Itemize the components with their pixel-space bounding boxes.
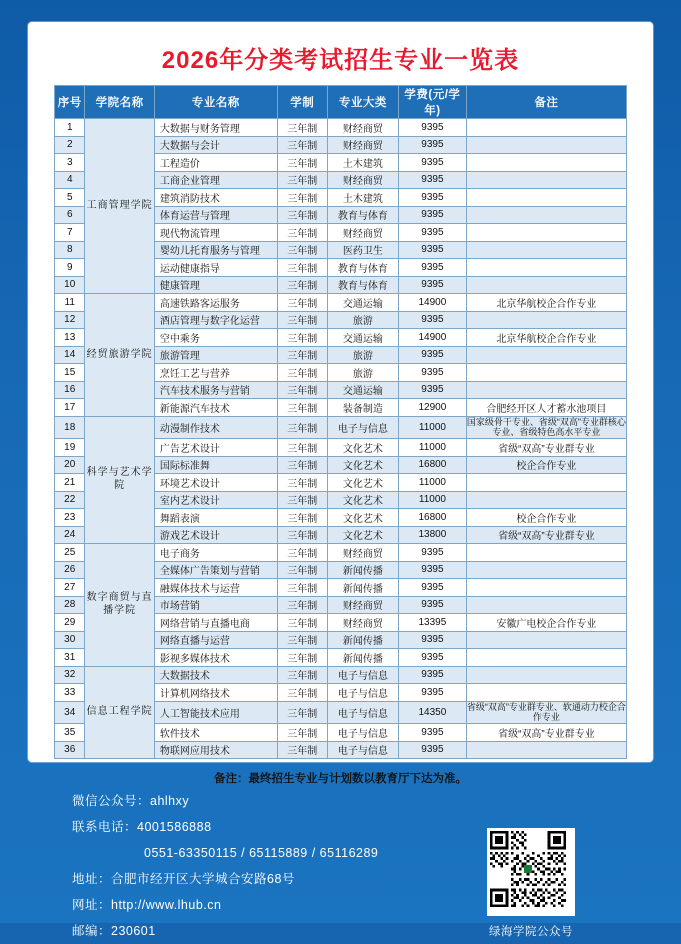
- cell-major: 空中乘务: [154, 329, 277, 347]
- contact-zipcode: 邮编：230601: [72, 924, 156, 938]
- cell-system: 三年制: [277, 684, 327, 702]
- cell-fee: 9395: [398, 119, 466, 137]
- cell-remark: [466, 596, 626, 614]
- cell-no: 6: [55, 206, 85, 224]
- cell-fee: 9395: [398, 259, 466, 277]
- table-head: [55, 86, 627, 119]
- cell-system: 三年制: [277, 189, 327, 207]
- cell-college: 经贸旅游学院: [85, 294, 154, 417]
- footnote: 备注：最终招生专业与计划数以教育厅下达为准。: [214, 773, 467, 786]
- cell-major: 婴幼儿托育服务与管理: [154, 241, 277, 259]
- table-row: [55, 544, 627, 562]
- cell-category: 文化艺术: [327, 509, 398, 527]
- cell-category: 交通运输: [327, 381, 398, 399]
- cell-system: 三年制: [277, 724, 327, 742]
- cell-fee: 9395: [398, 206, 466, 224]
- cell-remark: [466, 491, 626, 509]
- cell-remark: [466, 311, 626, 329]
- cell-fee: 16800: [398, 509, 466, 527]
- cell-fee: 9395: [398, 241, 466, 259]
- cell-college: 数字商贸与直播学院: [85, 544, 154, 667]
- cell-remark: [466, 666, 626, 684]
- cell-fee: 11000: [398, 491, 466, 509]
- cell-remark: [466, 474, 626, 492]
- cell-remark: 校企合作专业: [466, 509, 626, 527]
- cell-fee: 9395: [398, 224, 466, 242]
- table-row: [55, 294, 627, 312]
- cell-major: 工商企业管理: [154, 171, 277, 189]
- cell-remark: 省级“双高”专业群专业: [466, 724, 626, 742]
- cell-system: 三年制: [277, 416, 327, 439]
- cell-no: 23: [55, 509, 85, 527]
- cell-remark: [466, 154, 626, 172]
- cell-category: 电子与信息: [327, 684, 398, 702]
- col-header-category: 专业大类: [327, 86, 398, 119]
- cell-system: 三年制: [277, 346, 327, 364]
- cell-major: 大数据与会计: [154, 136, 277, 154]
- cell-major: 软件技术: [154, 724, 277, 742]
- cell-no: 31: [55, 649, 85, 667]
- cell-category: 医药卫生: [327, 241, 398, 259]
- cell-fee: 9395: [398, 684, 466, 702]
- cell-major: 烹饪工艺与营养: [154, 364, 277, 382]
- cell-system: 三年制: [277, 701, 327, 724]
- cell-remark: 安徽广电校企合作专业: [466, 614, 626, 632]
- cell-system: 三年制: [277, 171, 327, 189]
- cell-remark: 省级“双高”专业群专业: [466, 526, 626, 544]
- cell-no: 9: [55, 259, 85, 277]
- cell-no: 17: [55, 399, 85, 417]
- cell-category: 交通运输: [327, 329, 398, 347]
- cell-system: 三年制: [277, 579, 327, 597]
- cell-no: 21: [55, 474, 85, 492]
- qr-block: [487, 828, 575, 939]
- contact-phone-secondary: 0551-63350115 / 65115889 / 65116289: [144, 846, 379, 860]
- cell-fee: 9395: [398, 561, 466, 579]
- cell-major: 现代物流管理: [154, 224, 277, 242]
- col-header-remark: 备注: [466, 86, 626, 119]
- cell-fee: 9395: [398, 666, 466, 684]
- cell-major: 酒店管理与数字化运营: [154, 311, 277, 329]
- cell-major: 环境艺术设计: [154, 474, 277, 492]
- cell-major: 汽车技术服务与营销: [154, 381, 277, 399]
- cell-category: 交通运输: [327, 294, 398, 312]
- cell-no: 29: [55, 614, 85, 632]
- cell-fee: 13800: [398, 526, 466, 544]
- cell-no: 1: [55, 119, 85, 137]
- cell-system: 三年制: [277, 311, 327, 329]
- cell-major: 动漫制作技术: [154, 416, 277, 439]
- cell-remark: [466, 741, 626, 759]
- table-body: [55, 119, 627, 759]
- cell-system: 三年制: [277, 561, 327, 579]
- cell-system: 三年制: [277, 136, 327, 154]
- page-title: 2026年分类考试招生专业一览表: [161, 47, 520, 74]
- cell-category: 新闻传播: [327, 649, 398, 667]
- cell-major: 舞蹈表演: [154, 509, 277, 527]
- cell-no: 14: [55, 346, 85, 364]
- cell-no: 34: [55, 701, 85, 724]
- table-card: [28, 22, 653, 786]
- cell-category: 文化艺术: [327, 439, 398, 457]
- cell-fee: 9395: [398, 136, 466, 154]
- cell-category: 旅游: [327, 346, 398, 364]
- cell-fee: 9395: [398, 346, 466, 364]
- cell-category: 文化艺术: [327, 526, 398, 544]
- table-header-row: [55, 86, 627, 119]
- cell-remark: 合肥经开区人才蓄水池项目: [466, 399, 626, 417]
- cell-fee: 9395: [398, 596, 466, 614]
- contact-website[interactable]: 网址：http://www.lhub.cn: [72, 898, 222, 912]
- cell-remark: [466, 119, 626, 137]
- cell-category: 电子与信息: [327, 416, 398, 439]
- cell-major: 运动健康指导: [154, 259, 277, 277]
- cell-remark: 校企合作专业: [466, 456, 626, 474]
- cell-major: 大数据技术: [154, 666, 277, 684]
- cell-system: 三年制: [277, 509, 327, 527]
- cell-major: 建筑消防技术: [154, 189, 277, 207]
- cell-no: 7: [55, 224, 85, 242]
- cell-remark: [466, 171, 626, 189]
- cell-remark: 北京华航校企合作专业: [466, 329, 626, 347]
- cell-fee: 11000: [398, 439, 466, 457]
- cell-major: 融媒体技术与运营: [154, 579, 277, 597]
- cell-remark: [466, 631, 626, 649]
- cell-category: 教育与体育: [327, 206, 398, 224]
- cell-system: 三年制: [277, 381, 327, 399]
- cell-major: 网络营销与直播电商: [154, 614, 277, 632]
- cell-system: 三年制: [277, 154, 327, 172]
- cell-no: 3: [55, 154, 85, 172]
- cell-fee: 9395: [398, 364, 466, 382]
- cell-system: 三年制: [277, 259, 327, 277]
- col-header-fee: 学费(元/学年): [398, 86, 466, 119]
- contact-phone-primary: 联系电话：4001586888: [72, 820, 212, 834]
- cell-category: 教育与体育: [327, 276, 398, 294]
- cell-major: 高速铁路客运服务: [154, 294, 277, 312]
- cell-fee: 12900: [398, 399, 466, 417]
- cell-remark: [466, 276, 626, 294]
- cell-remark: [466, 346, 626, 364]
- cell-no: 22: [55, 491, 85, 509]
- table-row: [55, 666, 627, 684]
- cell-system: 三年制: [277, 544, 327, 562]
- cell-system: 三年制: [277, 224, 327, 242]
- cell-category: 财经商贸: [327, 119, 398, 137]
- cell-major: 室内艺术设计: [154, 491, 277, 509]
- cell-remark: [466, 579, 626, 597]
- qr-code-image: [487, 828, 575, 916]
- cell-remark: [466, 224, 626, 242]
- cell-no: 4: [55, 171, 85, 189]
- cell-remark: 省级“双高”专业群专业、软通动力校企合作专业: [466, 701, 626, 723]
- cell-fee: 9395: [398, 649, 466, 667]
- cell-major: 大数据与财务管理: [154, 119, 277, 137]
- cell-category: 财经商贸: [327, 171, 398, 189]
- cell-major: 计算机网络技术: [154, 684, 277, 702]
- cell-major: 工程造价: [154, 154, 277, 172]
- cell-remark: [466, 381, 626, 399]
- cell-fee: 14350: [398, 701, 466, 724]
- cell-category: 土木建筑: [327, 189, 398, 207]
- majors-table: [54, 85, 627, 759]
- cell-no: 24: [55, 526, 85, 544]
- cell-category: 电子与信息: [327, 741, 398, 759]
- cell-category: 旅游: [327, 311, 398, 329]
- cell-major: 广告艺术设计: [154, 439, 277, 457]
- cell-category: 文化艺术: [327, 456, 398, 474]
- cell-fee: 9395: [398, 544, 466, 562]
- cell-fee: 11000: [398, 416, 466, 439]
- cell-fee: 9395: [398, 381, 466, 399]
- cell-remark: 北京华航校企合作专业: [466, 294, 626, 312]
- cell-fee: 13395: [398, 614, 466, 632]
- col-header-college: 学院名称: [85, 86, 154, 119]
- cell-category: 土木建筑: [327, 154, 398, 172]
- cell-no: 12: [55, 311, 85, 329]
- cell-fee: 9395: [398, 276, 466, 294]
- cell-system: 三年制: [277, 119, 327, 137]
- cell-category: 新闻传播: [327, 579, 398, 597]
- cell-category: 电子与信息: [327, 701, 398, 724]
- cell-college: 科学与艺术学院: [85, 416, 154, 544]
- cell-fee: 9395: [398, 189, 466, 207]
- cell-category: 财经商贸: [327, 544, 398, 562]
- cell-no: 36: [55, 741, 85, 759]
- cell-remark: [466, 544, 626, 562]
- cell-fee: 14900: [398, 294, 466, 312]
- cell-remark: 省级“双高”专业群专业: [466, 439, 626, 457]
- cell-remark: [466, 206, 626, 224]
- cell-no: 19: [55, 439, 85, 457]
- cell-category: 财经商贸: [327, 614, 398, 632]
- cell-no: 32: [55, 666, 85, 684]
- cell-fee: 16800: [398, 456, 466, 474]
- cell-major: 国际标准舞: [154, 456, 277, 474]
- table-row: [55, 119, 627, 137]
- cell-fee: 9395: [398, 631, 466, 649]
- cell-major: 游戏艺术设计: [154, 526, 277, 544]
- cell-no: 25: [55, 544, 85, 562]
- cell-system: 三年制: [277, 491, 327, 509]
- cell-system: 三年制: [277, 456, 327, 474]
- cell-major: 人工智能技术应用: [154, 701, 277, 724]
- cell-major: 物联网应用技术: [154, 741, 277, 759]
- cell-system: 三年制: [277, 741, 327, 759]
- cell-category: 装备制造: [327, 399, 398, 417]
- cell-college: 工商管理学院: [85, 119, 154, 294]
- cell-remark: [466, 241, 626, 259]
- cell-category: 财经商贸: [327, 224, 398, 242]
- contact-address: 地址：合肥市经开区大学城合安路68号: [72, 872, 295, 886]
- cell-no: 20: [55, 456, 85, 474]
- cell-category: 旅游: [327, 364, 398, 382]
- cell-no: 26: [55, 561, 85, 579]
- cell-no: 28: [55, 596, 85, 614]
- cell-remark: [466, 649, 626, 667]
- cell-system: 三年制: [277, 329, 327, 347]
- cell-major: 全媒体广告策划与营销: [154, 561, 277, 579]
- qr-caption: 绿海学院公众号: [489, 926, 573, 938]
- cell-no: 16: [55, 381, 85, 399]
- cell-fee: 9395: [398, 741, 466, 759]
- table-row: [55, 416, 627, 439]
- cell-fee: 9395: [398, 171, 466, 189]
- cell-category: 电子与信息: [327, 724, 398, 742]
- cell-category: 财经商贸: [327, 596, 398, 614]
- cell-category: 新闻传播: [327, 631, 398, 649]
- cell-major: 电子商务: [154, 544, 277, 562]
- cell-system: 三年制: [277, 526, 327, 544]
- cell-no: 15: [55, 364, 85, 382]
- cell-system: 三年制: [277, 614, 327, 632]
- cell-system: 三年制: [277, 666, 327, 684]
- cell-remark: [466, 189, 626, 207]
- cell-no: 35: [55, 724, 85, 742]
- cell-no: 30: [55, 631, 85, 649]
- cell-fee: 9395: [398, 154, 466, 172]
- cell-major: 新能源汽车技术: [154, 399, 277, 417]
- cell-major: 影视多媒体技术: [154, 649, 277, 667]
- cell-category: 财经商贸: [327, 136, 398, 154]
- cell-system: 三年制: [277, 631, 327, 649]
- cell-system: 三年制: [277, 241, 327, 259]
- cell-system: 三年制: [277, 649, 327, 667]
- cell-college: 信息工程学院: [85, 666, 154, 759]
- cell-category: 文化艺术: [327, 474, 398, 492]
- cell-no: 5: [55, 189, 85, 207]
- cell-fee: 11000: [398, 474, 466, 492]
- cell-fee: 9395: [398, 311, 466, 329]
- cell-category: 文化艺术: [327, 491, 398, 509]
- cell-no: 33: [55, 684, 85, 702]
- cell-system: 三年制: [277, 206, 327, 224]
- cell-no: 13: [55, 329, 85, 347]
- cell-fee: 9395: [398, 579, 466, 597]
- cell-system: 三年制: [277, 399, 327, 417]
- col-header-no: 序号: [55, 86, 85, 119]
- cell-no: 27: [55, 579, 85, 597]
- cell-no: 10: [55, 276, 85, 294]
- cell-major: 旅游管理: [154, 346, 277, 364]
- cell-major: 体育运营与管理: [154, 206, 277, 224]
- cell-remark: [466, 561, 626, 579]
- cell-system: 三年制: [277, 364, 327, 382]
- cell-remark: [466, 259, 626, 277]
- contact-block: [72, 788, 378, 944]
- cell-category: 教育与体育: [327, 259, 398, 277]
- cell-remark: [466, 684, 626, 702]
- cell-system: 三年制: [277, 439, 327, 457]
- cell-major: 健康管理: [154, 276, 277, 294]
- cell-system: 三年制: [277, 276, 327, 294]
- cell-fee: 9395: [398, 724, 466, 742]
- cell-no: 18: [55, 416, 85, 439]
- cell-remark: [466, 364, 626, 382]
- cell-no: 11: [55, 294, 85, 312]
- cell-category: 电子与信息: [327, 666, 398, 684]
- contact-wechat: 微信公众号：ahlhxy: [72, 794, 190, 808]
- qr-code-svg: [490, 831, 566, 907]
- cell-category: 新闻传播: [327, 561, 398, 579]
- cell-remark: 国家级骨干专业、省级“双高”专业群核心专业、省级特色高水平专业: [466, 416, 626, 438]
- cell-remark: [466, 136, 626, 154]
- cell-no: 8: [55, 241, 85, 259]
- cell-fee: 14900: [398, 329, 466, 347]
- cell-system: 三年制: [277, 474, 327, 492]
- cell-major: 市场营销: [154, 596, 277, 614]
- col-header-major: 专业名称: [154, 86, 277, 119]
- cell-no: 2: [55, 136, 85, 154]
- cell-system: 三年制: [277, 294, 327, 312]
- col-header-system: 学制: [277, 86, 327, 119]
- cell-system: 三年制: [277, 596, 327, 614]
- cell-major: 网络直播与运营: [154, 631, 277, 649]
